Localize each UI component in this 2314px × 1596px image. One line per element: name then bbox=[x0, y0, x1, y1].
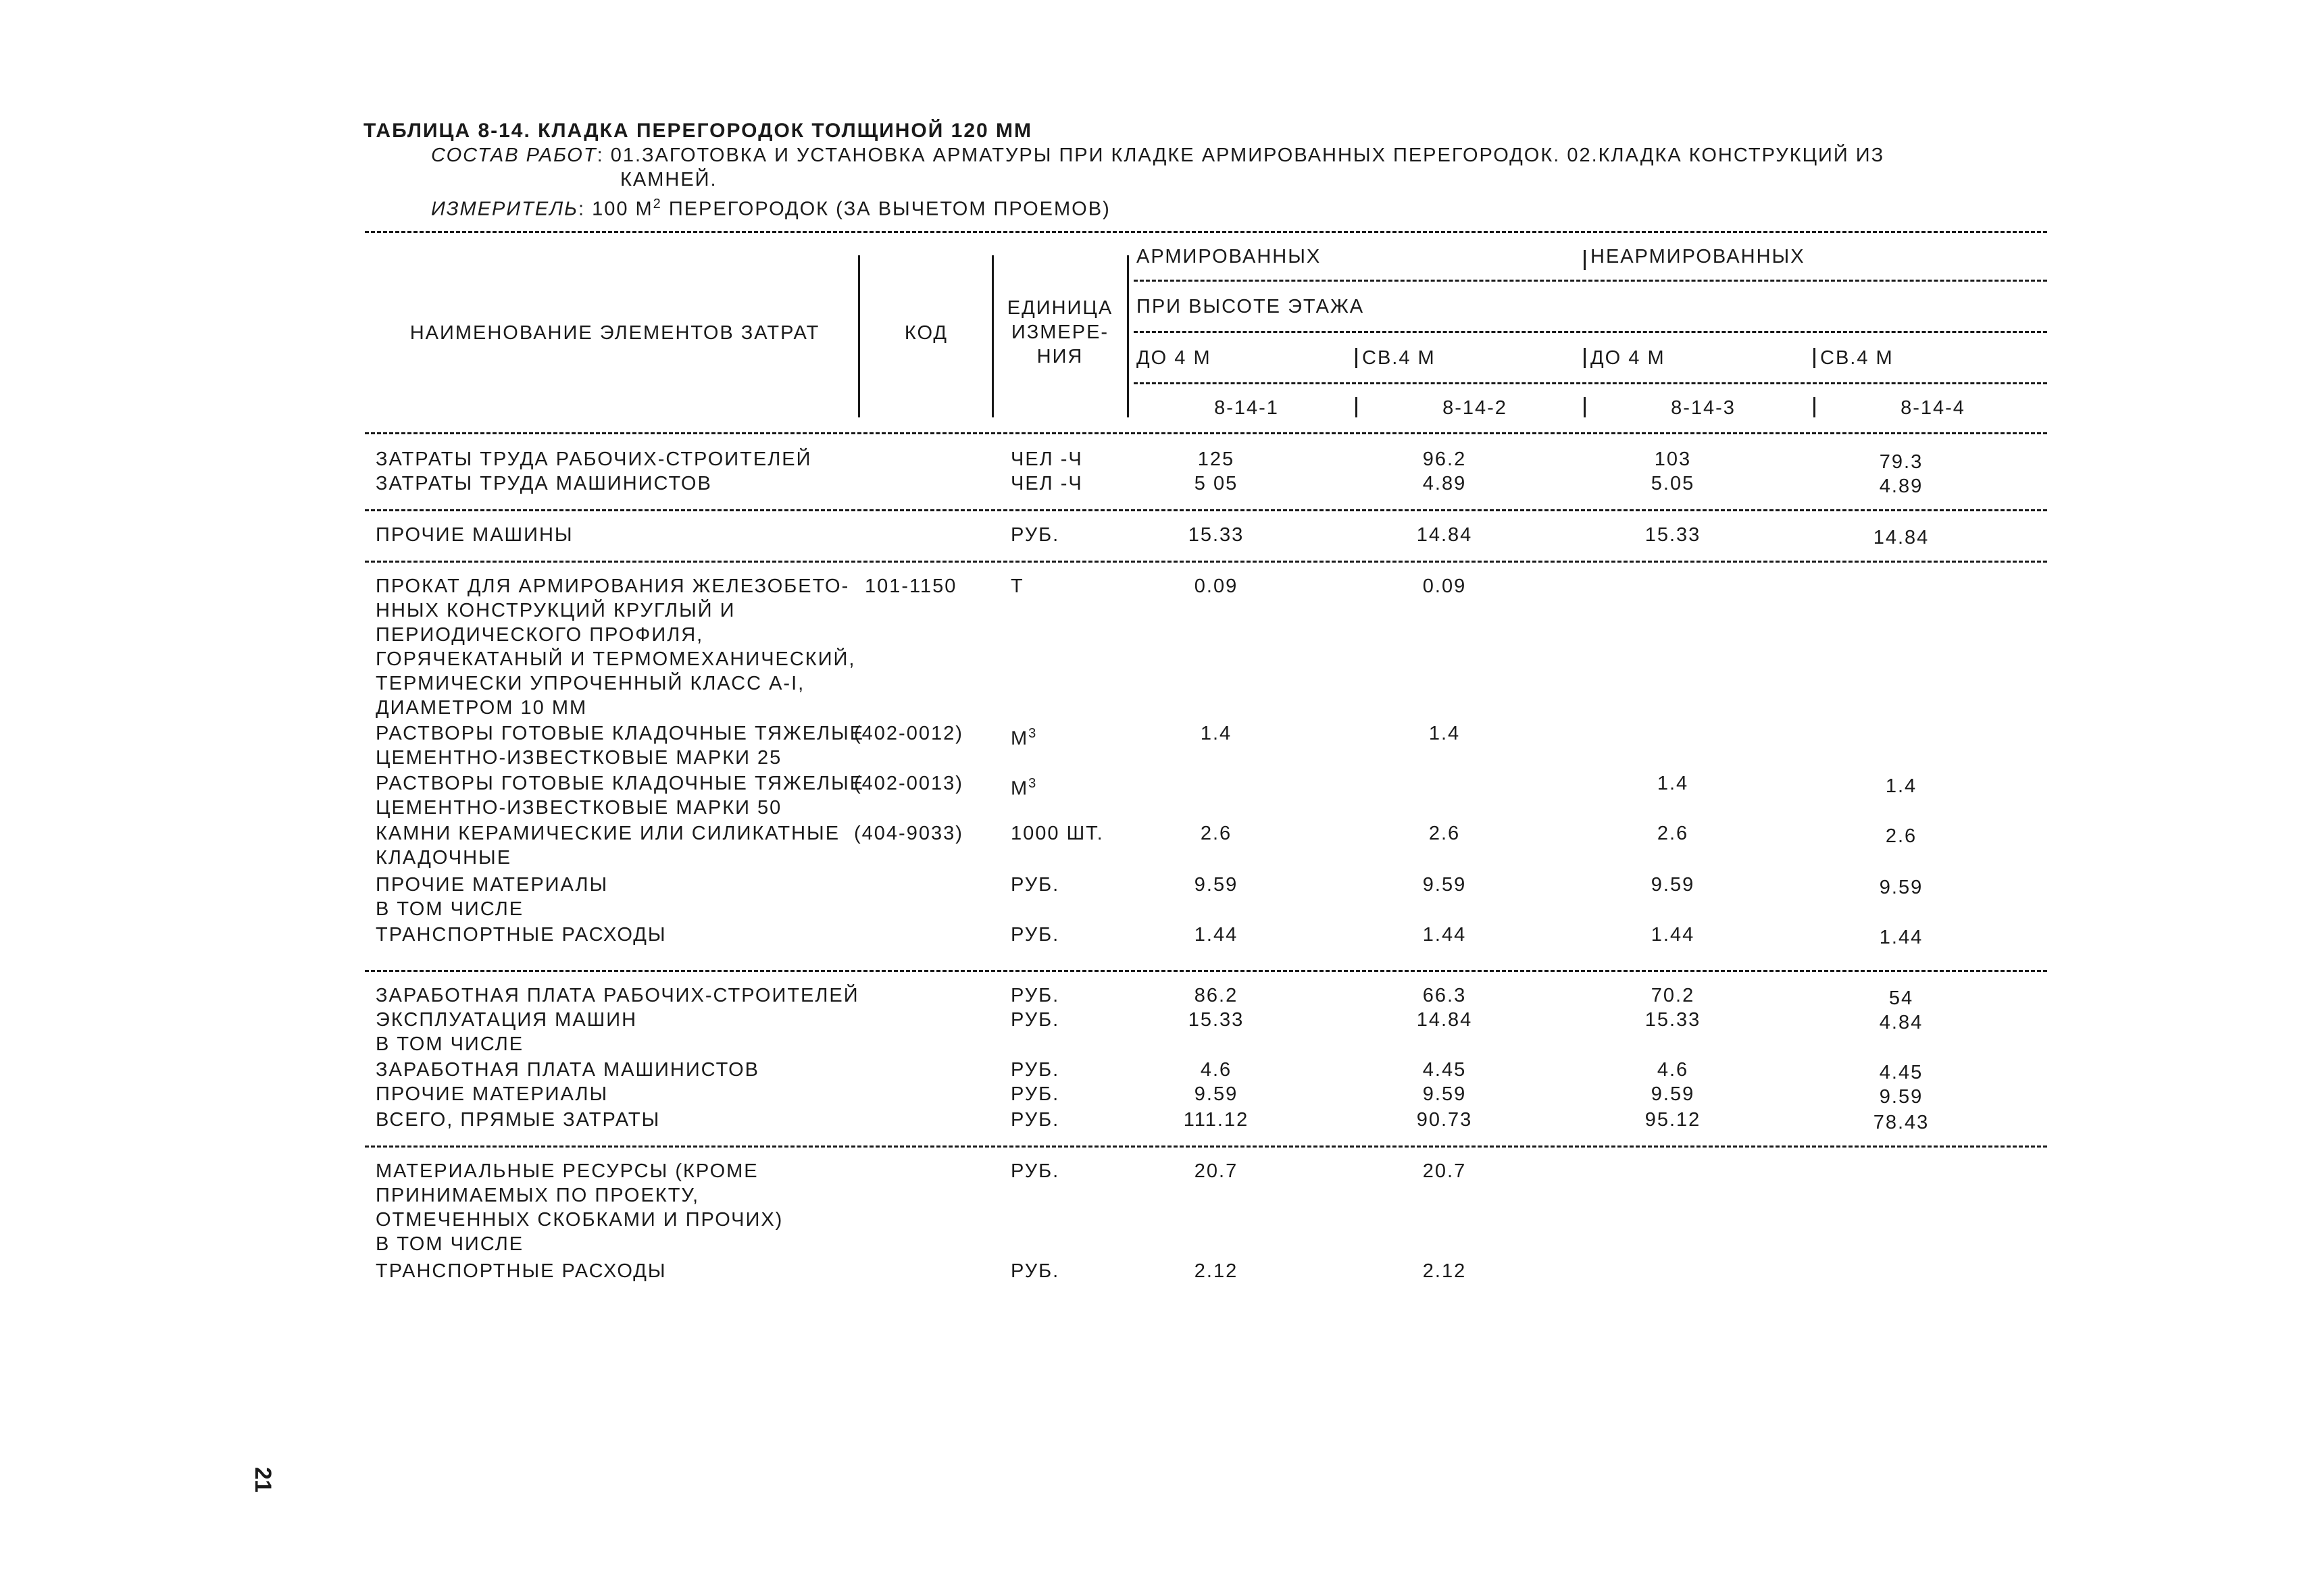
row-unit-sup: 3 bbox=[1028, 776, 1038, 791]
row-value-1: 125 bbox=[1197, 448, 1235, 470]
row-value-1: 86.2 bbox=[1194, 985, 1238, 1006]
col-sep-c4a bbox=[1813, 348, 1815, 368]
row-value-2: 9.59 bbox=[1422, 874, 1467, 896]
row-name: РАСТВОРЫ ГОТОВЫЕ КЛАДОЧНЫЕ ТЯЖЕЛЫЕ bbox=[376, 723, 865, 744]
page-number: 21 bbox=[250, 1467, 276, 1493]
row-value-3: 95.12 bbox=[1644, 1109, 1701, 1131]
row-value-4: 2.6 bbox=[1885, 825, 1917, 847]
row-value-2: 1.4 bbox=[1428, 723, 1461, 744]
row-code: (404-9033) bbox=[854, 823, 963, 844]
row-value-1: 9.59 bbox=[1194, 1083, 1238, 1105]
table-title: ТАБЛИЦА 8-14. КЛАДКА ПЕРЕГОРОДОК ТОЛЩИНОЙ 120 ММ bbox=[363, 120, 1033, 142]
row-name: ПРОКАТ ДЛЯ АРМИРОВАНИЯ ЖЕЛЕЗОБЕТО- bbox=[376, 575, 850, 597]
row-value-1: 20.7 bbox=[1194, 1160, 1238, 1182]
row-name: ЭКСПЛУАТАЦИЯ МАШИН bbox=[376, 1009, 638, 1031]
row-value-4: 1.44 bbox=[1879, 927, 1923, 948]
row-unit bbox=[1011, 574, 1024, 598]
row-unit-text: РУБ. bbox=[1011, 1260, 1060, 1282]
row-unit-text: РУБ. bbox=[1011, 1109, 1060, 1131]
row-code: 101-1150 bbox=[865, 575, 957, 597]
row-unit-text: РУБ. bbox=[1011, 1009, 1060, 1031]
row-name: ЗАТРАТЫ ТРУДА МАШИНИСТОВ bbox=[376, 473, 712, 494]
row-value-1: 15.33 bbox=[1188, 1009, 1244, 1031]
row-unit-text: 1000 ШТ. bbox=[1011, 823, 1104, 844]
col-sep-name bbox=[858, 255, 860, 417]
row-unit-text: РУБ. bbox=[1011, 524, 1060, 546]
section-rule-3 bbox=[365, 970, 2047, 972]
row-unit bbox=[1011, 1108, 1059, 1132]
row-name: В ТОМ ЧИСЛЕ bbox=[376, 1233, 524, 1255]
measure-text-b: ПЕРЕГОРОДОК (ЗА ВЫЧЕТОМ ПРОЕМОВ) bbox=[661, 198, 1111, 220]
section-rule-2 bbox=[365, 561, 2047, 563]
row-name: ННЫХ КОНСТРУКЦИЙ КРУГЛЫЙ И bbox=[376, 600, 736, 621]
row-unit-text: РУБ. bbox=[1011, 874, 1060, 896]
header-code-2: 8-14-2 bbox=[1442, 397, 1507, 419]
height-rule bbox=[1134, 331, 2047, 333]
row-name: КАМНИ КЕРАМИЧЕСКИЕ ИЛИ СИЛИКАТНЫЕ bbox=[376, 823, 840, 844]
row-value-2: 4.45 bbox=[1422, 1059, 1467, 1081]
row-value-2: 14.84 bbox=[1416, 1009, 1473, 1031]
header-upto4-b: ДО 4 М bbox=[1590, 347, 1665, 369]
row-unit-text: ЧЕЛ -Ч bbox=[1011, 473, 1083, 494]
row-value-3: 15.33 bbox=[1644, 1009, 1701, 1031]
row-value-1: 111.12 bbox=[1183, 1109, 1249, 1131]
row-unit-text: РУБ. bbox=[1011, 924, 1060, 946]
row-unit bbox=[1011, 1259, 1059, 1283]
col-sep-code bbox=[992, 255, 994, 417]
row-unit bbox=[1011, 471, 1083, 496]
row-value-4: 14.84 bbox=[1873, 527, 1930, 548]
row-value-3: 9.59 bbox=[1651, 874, 1695, 896]
col-sep-c4b bbox=[1813, 397, 1815, 417]
row-unit bbox=[1011, 447, 1083, 471]
row-unit bbox=[1011, 1008, 1059, 1032]
measure-text: : 100 М bbox=[578, 198, 653, 220]
row-value-3: 4.6 bbox=[1657, 1059, 1689, 1081]
col-sep-group bbox=[1584, 250, 1586, 270]
row-name: ПРИНИМАЕМЫХ ПО ПРОЕКТУ, bbox=[376, 1185, 700, 1206]
row-name: ТЕРМИЧЕСКИ УПРОЧЕННЫЙ КЛАСС А-I, bbox=[376, 673, 805, 694]
measure-sup: 2 bbox=[653, 197, 662, 211]
row-value-4: 78.43 bbox=[1873, 1112, 1930, 1133]
row-unit-text: М bbox=[1011, 727, 1029, 750]
row-value-4: 4.84 bbox=[1879, 1012, 1923, 1033]
row-unit-sup: 3 bbox=[1028, 726, 1038, 741]
row-name: ЗАРАБОТНАЯ ПЛАТА РАБОЧИХ-СТРОИТЕЛЕЙ bbox=[376, 985, 859, 1006]
row-value-1: 2.12 bbox=[1194, 1260, 1238, 1282]
codes-rule bbox=[1134, 382, 2047, 384]
row-name: ЗАРАБОТНАЯ ПЛАТА МАШИНИСТОВ bbox=[376, 1059, 759, 1081]
row-name: МАТЕРИАЛЬНЫЕ РЕСУРСЫ (КРОМЕ bbox=[376, 1160, 759, 1182]
row-value-3: 15.33 bbox=[1644, 524, 1701, 546]
col-sep-unit bbox=[1127, 255, 1129, 417]
header-over4-a: СВ.4 М bbox=[1362, 347, 1436, 369]
row-value-2: 96.2 bbox=[1422, 448, 1467, 470]
row-code: (402-0012) bbox=[854, 723, 963, 744]
header-name-col: НАИМЕНОВАНИЕ ЭЛЕМЕНТОВ ЗАТРАТ bbox=[409, 322, 820, 344]
row-name: ГОРЯЧЕКАТАНЫЙ И ТЕРМОМЕХАНИЧЕСКИЙ, bbox=[376, 648, 856, 670]
row-value-4: 1.4 bbox=[1885, 775, 1917, 797]
row-value-2: 90.73 bbox=[1416, 1109, 1473, 1131]
row-unit bbox=[1011, 983, 1059, 1008]
row-value-2: 2.12 bbox=[1422, 1260, 1467, 1282]
row-name: В ТОМ ЧИСЛЕ bbox=[376, 898, 524, 920]
col-sep-c3b bbox=[1584, 397, 1586, 417]
row-name: ДИАМЕТРОМ 10 ММ bbox=[376, 697, 588, 719]
row-unit-text: РУБ. bbox=[1011, 1083, 1060, 1105]
header-reinforced: АРМИРОВАННЫХ bbox=[1136, 246, 1322, 267]
row-value-4: 79.3 bbox=[1879, 451, 1923, 473]
row-name: ТРАНСПОРТНЫЕ РАСХОДЫ bbox=[376, 924, 667, 946]
row-value-1: 4.6 bbox=[1200, 1059, 1232, 1081]
row-value-1: 5 05 bbox=[1194, 473, 1238, 494]
row-value-4: 9.59 bbox=[1879, 877, 1923, 898]
row-value-4: 4.89 bbox=[1879, 475, 1923, 497]
col-sep-c2a bbox=[1355, 348, 1357, 368]
row-name: ВСЕГО, ПРЯМЫЕ ЗАТРАТЫ bbox=[376, 1109, 661, 1131]
row-value-2: 20.7 bbox=[1422, 1160, 1467, 1182]
row-value-4: 54 bbox=[1888, 987, 1914, 1009]
row-name: ТРАНСПОРТНЫЕ РАСХОДЫ bbox=[376, 1260, 667, 1282]
measure-line bbox=[431, 192, 1111, 222]
row-name: ПРОЧИЕ МАТЕРИАЛЫ bbox=[376, 1083, 609, 1105]
row-value-2: 2.6 bbox=[1428, 823, 1461, 844]
row-name: ОТМЕЧЕННЫХ СКОБКАМИ И ПРОЧИХ) bbox=[376, 1209, 784, 1231]
group-rule bbox=[1134, 280, 2047, 282]
row-value-3: 70.2 bbox=[1651, 985, 1695, 1006]
composition-line bbox=[431, 143, 1884, 168]
row-value-2: 9.59 bbox=[1422, 1083, 1467, 1105]
row-value-4: 4.45 bbox=[1879, 1062, 1923, 1083]
row-value-1: 2.6 bbox=[1200, 823, 1232, 844]
header-unit-col-1: ЕДИНИЦА bbox=[1007, 297, 1113, 319]
row-name: ПРОЧИЕ МАШИНЫ bbox=[376, 524, 574, 546]
row-value-1: 9.59 bbox=[1194, 874, 1238, 896]
row-value-1: 1.4 bbox=[1200, 723, 1232, 744]
row-unit bbox=[1011, 873, 1059, 897]
composition-label: СОСТАВ РАБОТ bbox=[431, 145, 597, 166]
row-name: РАСТВОРЫ ГОТОВЫЕ КЛАДОЧНЫЕ ТЯЖЕЛЫЕ bbox=[376, 773, 865, 794]
row-name: ПРОЧИЕ МАТЕРИАЛЫ bbox=[376, 874, 609, 896]
row-unit bbox=[1011, 821, 1104, 846]
row-value-2: 1.44 bbox=[1422, 924, 1467, 946]
col-sep-c3a bbox=[1584, 348, 1586, 368]
row-value-3: 103 bbox=[1654, 448, 1692, 470]
header-code-3: 8-14-3 bbox=[1671, 397, 1736, 419]
header-unit-col-3: НИЯ bbox=[1036, 346, 1084, 367]
header-over4-b: СВ.4 М bbox=[1820, 347, 1894, 369]
row-name: ЗАТРАТЫ ТРУДА РАБОЧИХ-СТРОИТЕЛЕЙ bbox=[376, 448, 812, 470]
row-unit bbox=[1011, 923, 1059, 947]
header-code-4: 8-14-4 bbox=[1901, 397, 1965, 419]
row-value-2: 66.3 bbox=[1422, 985, 1467, 1006]
row-value-1: 1.44 bbox=[1194, 924, 1238, 946]
row-unit bbox=[1011, 1159, 1059, 1183]
row-value-3: 2.6 bbox=[1657, 823, 1689, 844]
header-unreinforced: НЕАРМИРОВАННЫХ bbox=[1590, 246, 1805, 267]
header-code-1: 8-14-1 bbox=[1214, 397, 1279, 419]
header-bottom-rule bbox=[365, 432, 2047, 434]
row-value-4: 9.59 bbox=[1879, 1086, 1923, 1108]
row-value-3: 9.59 bbox=[1651, 1083, 1695, 1105]
row-unit-text: РУБ. bbox=[1011, 1059, 1060, 1081]
row-value-1: 0.09 bbox=[1194, 575, 1238, 597]
composition-text-continued: КАМНЕЙ. bbox=[620, 169, 718, 190]
row-unit bbox=[1011, 771, 1037, 801]
row-code: (402-0013) bbox=[854, 773, 963, 794]
composition-text: : 01.ЗАГОТОВКА И УСТАНОВКА АРМАТУРЫ ПРИ КЛАДКЕ АРМИРОВАННЫХ ПЕРЕГОРОДОК. 02.КЛАДКА КОНСТРУКЦИЙ ИЗ bbox=[597, 145, 1885, 166]
row-value-1: 15.33 bbox=[1188, 524, 1244, 546]
row-unit-text: Т bbox=[1011, 575, 1024, 597]
row-unit bbox=[1011, 721, 1037, 751]
row-name: В ТОМ ЧИСЛЕ bbox=[376, 1033, 524, 1055]
row-value-2: 14.84 bbox=[1416, 524, 1473, 546]
row-unit bbox=[1011, 1082, 1059, 1106]
header-code-col: КОД bbox=[904, 322, 949, 344]
row-unit bbox=[1011, 1058, 1059, 1082]
col-sep-c2b bbox=[1355, 397, 1357, 417]
row-value-3: 1.44 bbox=[1651, 924, 1695, 946]
measure-label: ИЗМЕРИТЕЛЬ bbox=[431, 198, 578, 220]
row-name: ПЕРИОДИЧЕСКОГО ПРОФИЛЯ, bbox=[376, 624, 704, 646]
row-name: ЦЕМЕНТНО-ИЗВЕСТКОВЫЕ МАРКИ 50 bbox=[376, 797, 782, 819]
row-value-3: 1.4 bbox=[1657, 773, 1689, 794]
row-name: ЦЕМЕНТНО-ИЗВЕСТКОВЫЕ МАРКИ 25 bbox=[376, 747, 782, 769]
row-unit-text: РУБ. bbox=[1011, 1160, 1060, 1182]
row-unit-text: ЧЕЛ -Ч bbox=[1011, 448, 1083, 470]
section-rule-4 bbox=[365, 1145, 2047, 1148]
row-unit bbox=[1011, 523, 1059, 547]
row-value-3: 5.05 bbox=[1651, 473, 1695, 494]
row-unit-text: М bbox=[1011, 777, 1029, 800]
header-upto4-a: ДО 4 М bbox=[1136, 347, 1211, 369]
row-unit-text: РУБ. bbox=[1011, 985, 1060, 1006]
header-height: ПРИ ВЫСОТЕ ЭТАЖА bbox=[1136, 296, 1365, 317]
row-name: КЛАДОЧНЫЕ bbox=[376, 847, 512, 869]
header-unit-col-2: ИЗМЕРЕ- bbox=[1011, 321, 1109, 343]
section-rule-1 bbox=[365, 509, 2047, 511]
row-value-2: 0.09 bbox=[1422, 575, 1467, 597]
header-top-rule bbox=[365, 231, 2047, 233]
row-value-2: 4.89 bbox=[1422, 473, 1467, 494]
